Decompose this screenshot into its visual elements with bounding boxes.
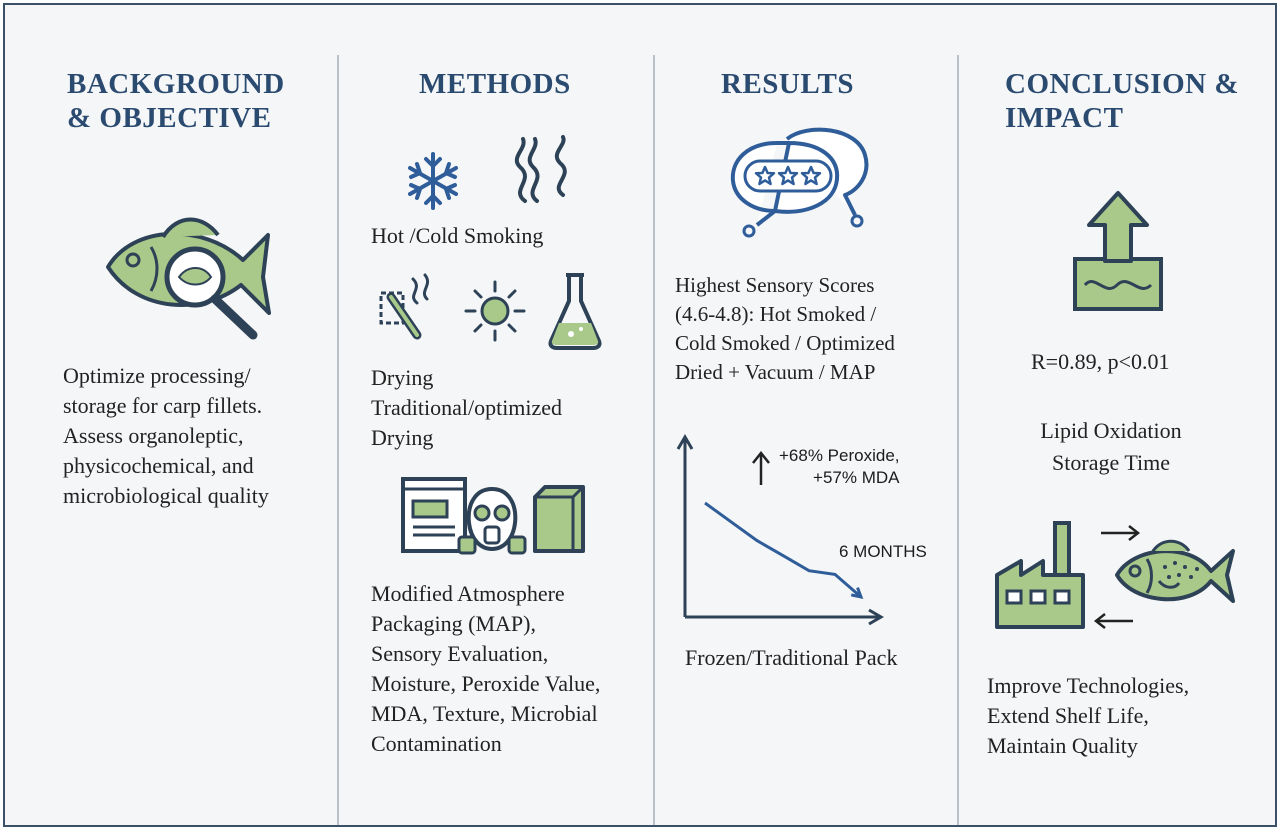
- results-heading: [721, 67, 854, 101]
- infographic-frame: [3, 3, 1277, 827]
- text-line: (4.6-4.8): Hot Smoked /: [675, 302, 877, 326]
- chart-annotation: [779, 445, 900, 489]
- snowflake-icon: [403, 151, 463, 211]
- text-line: microbiological quality: [63, 483, 269, 508]
- background-text: [63, 361, 269, 511]
- sensory-text: [675, 271, 895, 387]
- smoking-label: [371, 223, 543, 249]
- heading-line: CONCLUSION &: [1005, 68, 1239, 100]
- stat-label: [1025, 415, 1197, 479]
- text-line: Contamination: [371, 731, 502, 756]
- methods-heading: [419, 67, 571, 101]
- text-line: Highest Sensory Scores: [675, 273, 875, 297]
- heading-line: RESULTS: [721, 68, 855, 100]
- impact-text: [987, 671, 1189, 761]
- smoking-hook-icon: [377, 273, 437, 343]
- flask-icon: [545, 271, 605, 351]
- text-line: Modified Atmosphere: [371, 581, 565, 606]
- factory-icon: [993, 519, 1089, 631]
- text-line: Frozen/Traditional Pack: [685, 645, 898, 670]
- smoke-icon: [505, 135, 585, 205]
- text-line: Lipid Oxidation: [1040, 418, 1182, 443]
- text-line: Sensory Evaluation,: [371, 641, 549, 666]
- drying-label: [371, 363, 562, 453]
- column-divider: [653, 55, 655, 827]
- packaging-label: [371, 579, 600, 759]
- text-line: Moisture, Peroxide Value,: [371, 671, 601, 696]
- text-line: Storage Time: [1052, 450, 1170, 475]
- upload-arrow-icon: [1071, 189, 1165, 313]
- fish-icon: [1113, 537, 1237, 611]
- speech-bubbles-stars-icon: [727, 125, 877, 239]
- chart-caption: [685, 645, 897, 671]
- series-line: [705, 503, 861, 597]
- heading-line: METHODS: [419, 68, 571, 100]
- text-line: Packaging (MAP),: [371, 611, 536, 636]
- up-arrow-icon: [749, 451, 773, 487]
- stat-value: [1031, 349, 1170, 375]
- text-line: Extend Shelf Life,: [987, 703, 1149, 728]
- text-line: storage for carp fillets.: [63, 393, 263, 418]
- left-arrow-icon: [1093, 611, 1135, 631]
- text-line: MDA, Texture, Microbial: [371, 701, 598, 726]
- heading-line: & OBJECTIVE: [67, 102, 272, 134]
- sun-icon: [463, 279, 527, 343]
- conclusion-heading: [1005, 67, 1239, 135]
- text-line: Dried + Vacuum / MAP: [675, 360, 876, 384]
- text-line: Traditional/optimized: [371, 395, 563, 420]
- text-line: +57% MDA: [813, 468, 900, 487]
- gas-mask-icon: [457, 485, 527, 557]
- box-icon: [531, 483, 587, 555]
- column-divider: [337, 55, 339, 827]
- background-heading: [67, 67, 285, 135]
- fish-magnifier-icon: [103, 205, 273, 345]
- heading-line: IMPACT: [1005, 102, 1124, 134]
- text-line: Cold Smoked / Optimized: [675, 331, 895, 355]
- text-line: +68% Peroxide,: [779, 446, 900, 465]
- text-line: physicochemical, and: [63, 453, 254, 478]
- text-line: Drying: [371, 425, 434, 450]
- text-line: R=0.89, p<0.01: [1031, 349, 1170, 374]
- text-line: Optimize processing/: [63, 363, 251, 388]
- text-line: 6 MONTHS: [839, 542, 927, 561]
- chart-period: [839, 541, 927, 563]
- text-line: Assess organoleptic,: [63, 423, 244, 448]
- text-line: Improve Technologies,: [987, 673, 1190, 698]
- heading-line: BACKGROUND: [67, 68, 285, 100]
- text-line: Hot /Cold Smoking: [371, 223, 544, 248]
- column-divider: [957, 55, 959, 827]
- text-line: Drying: [371, 365, 434, 390]
- text-line: Maintain Quality: [987, 733, 1138, 758]
